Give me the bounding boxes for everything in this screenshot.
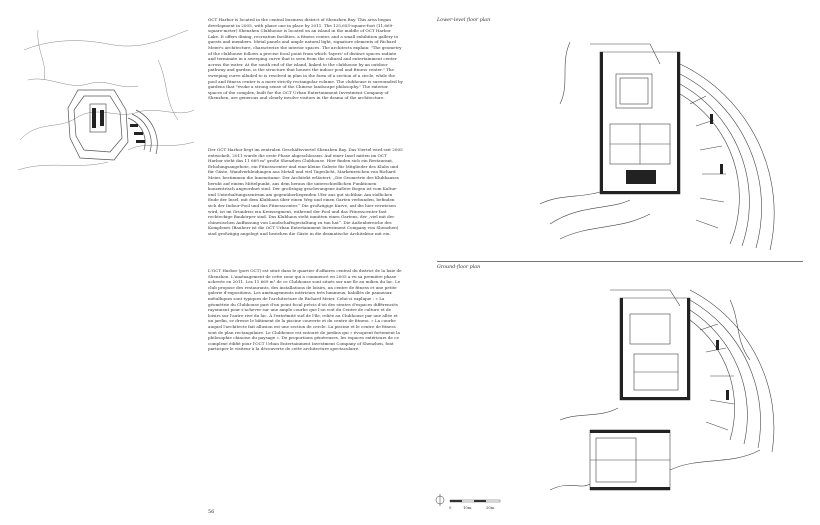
lower-level-floor-plan bbox=[530, 34, 800, 254]
lower-level-plan-caption: Lower-level floor plan bbox=[437, 18, 491, 23]
body-text-german: Der OCT Harbor liegt im zentralen Geschäftsviertel Shenzhen Bay. Das Viertel wird seit 2005 entwickelt, 2011 wurde die erste Phase abgeschlossen. Auf einer Insel mitten im OCT Harbor steht das 11 669 m² große Shenzhen Clubhouse. Hier finden sich ein Restaurant, Erholungsangebote, ein Fitnesscenter und eine kleine Galerie für Mitglieder des Klubs und für Gäste. Wandverkleidungen aus Metall und viel Tageslicht, Markenzeichen von Richard Meier, bestimmen die Innenräume. Der Architekt erläutert: „Die Geometrie des Klubhauses beruht auf einem Mittelpunkt, aus dem heraus die unterschiedlichen Funktionen konzentrisch angeordnet sind. Der großzügig geschwungene äußere Bogen ist vom Kultur- und Unterhaltungszentrum am gegenüberliegenden Ufer aus gut sichtbar. Am südlichen Ende der Insel, mit dem Klubhaus über einen Weg und einen Garten verbunden, befinden sich der Indoor-Pool und das Fitnesscenter.“ Die großzügige Kurve, auf die hier verwiesen wird, ist im Grundriss ein Kreissegment, während der Pool und das Fitnesscenter fast rechteckige Baukörper sind. Das Klubhaus steht inmitten eines Gartens, der „viel mit der chinesischen Auffassung von Landschaftsgestaltung zu tun hat“. Die Außenbereiche des Komplexes (Bauherr ist die OCT Urban Entertainment Investment Company von Shenzhen) sind großzügig angelegt und beziehen die Gäste in die dramatische Architektur mit ein. bbox=[208, 147, 403, 236]
page-number: 56 bbox=[208, 509, 215, 515]
scale-bar bbox=[434, 492, 514, 514]
ground-floor-plan bbox=[530, 280, 800, 505]
scale-label-0: 0 bbox=[449, 505, 452, 510]
site-plan-drawing bbox=[18, 20, 196, 180]
scale-label-20m: 20m bbox=[486, 505, 495, 510]
body-text-english: OCT Harbor is located in the central business district of Shenzhen Bay. This area began development in 2005, with phase one in place by 2011. The 125,655-square-foot (11,669-square-meter) Shenzhen Clubhouse is located on an island in the middle of OCT Harbor Lake. It offers dining, recreation facilities, a fitness center, and a small exhibition gallery to guests and members. Metal panels and ample natural light, signature elements of Richard Meier's architecture, characterize the interior spaces. The architects explain: "The geometry of the clubhouse follows a precise focal point from which 'layers' of distinct spaces radiate and terminate in a sweeping curve that is seen from the cultural and entertainment center across the water. At the south end of the island, linked to the clubhouse by an outdoor pathway and garden, is the structure that houses the indoor pool and fitness center." The sweeping curve alluded to is resolved in plan in the form of a section of a circle, while the pool and fitness center is a more strictly rectangular volume. The clubhouse is surrounded by gardens that "evoke a strong sense of the Chinese landscape philosophy." The exterior spaces of the complex, built for the OCT Urban Entertainment Investment Company of Shenzhen, are generous and clearly involve visitors in the drama of the architecture. bbox=[208, 17, 403, 101]
section-divider bbox=[437, 261, 803, 262]
body-text-french: L'OCT Harbor (port OCT) est situé dans le quartier d'affaires central du district de la baie de Shenzhen. L'aménagement de cette zone qui a commencé en 2005 a vu sa première phase achevée en 2011. Les 11 669 m² de ce Clubhouse sont situés sur une île au milieu du lac. Le club propose des restaurants, des installations de loisirs, un centre de fitness et une petite galerie d'expositions. Les aménagements intérieurs très lumineux, habillés de panneaux métalliques sont typiques de l'architecture de Richard Meier. Celui-ci explique : « La géométrie du Clubhouse part d'un point focal précis d'où des strates d'espaces différenciés rayonnent pour s'achever sur une ample courbe que l'on voit du Centre de culture et de loisirs sur l'autre rive du lac. À l'extrémité sud de l'île, reliée au Clubhouse par une allée et un jardin, se dresse le bâtiment de la piscine couverte et du centre de fitness. » La courbe auquel l'architecte fait allusion est une section de cercle. La piscine et le centre de fitness sont de plan rectangulaire. Le Clubhouse est entouré de jardins qui « évoquent fortement la philosophie chinoise du paysage ». De proportions généreuses, les espaces extérieurs de ce complexe édifié pour l'OCT Urban Entertainment Investment Company of Shenzhen, font participer le visiteur à la découverte de cette architecture spectaculaire. bbox=[208, 268, 402, 352]
ground-floor-plan-caption: Ground-floor plan bbox=[437, 265, 481, 270]
scale-label-10m: 10m bbox=[463, 505, 472, 510]
north-arrow-icon bbox=[436, 494, 444, 506]
